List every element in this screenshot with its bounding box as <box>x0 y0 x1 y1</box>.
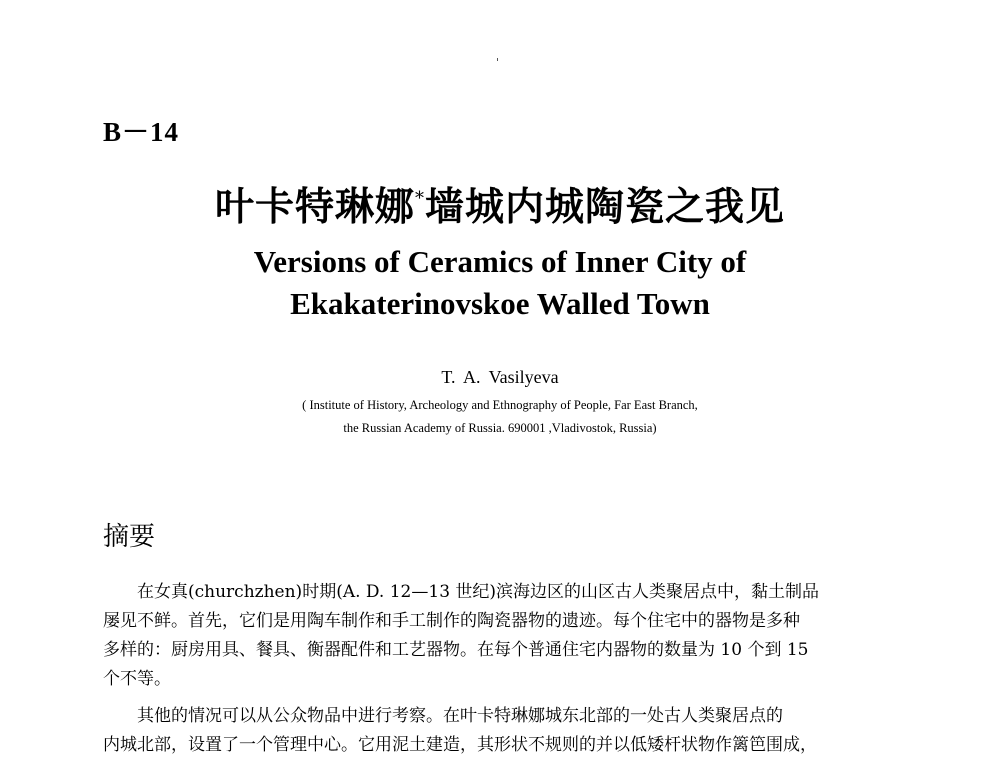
abstract-heading: 摘要 <box>103 522 156 552</box>
paragraph-line: 在女真(churchzhen)时期(A. D. 12—13 世纪)滨海边区的山区古人类聚居点中，黏土制品 <box>137 582 820 602</box>
abstract-paragraph-2 <box>103 702 903 760</box>
affiliation-line-2: the Russian Academy of Russia. 690001 ,Vladivostok, Russia) <box>343 421 657 435</box>
page-mark <box>497 58 498 61</box>
chinese-title <box>0 176 1000 232</box>
chinese-title-part2: 墙城内城陶瓷之我见 <box>425 184 786 230</box>
paper-code: B－14 <box>103 117 180 147</box>
paragraph-line: 内城北部，设置了一个管理中心。它用泥土建造，其形状不规则的并以低矮杆状物作篱笆围成， <box>103 735 817 755</box>
abstract-paragraph-1 <box>103 578 903 694</box>
paragraph-line: 多样的：厨房用具、餐具、衡器配件和工艺器物。在每个普通住宅内器物的数量为 10 个到 15 <box>103 640 809 660</box>
affiliation-line-1: ( Institute of History, Archeology and Ethnography of People, Far East Branch, <box>302 398 698 412</box>
english-title-line-2: Ekakaterinovskoe Walled Town <box>290 286 710 321</box>
chinese-title-part1: 叶卡特琳娜 <box>214 184 415 230</box>
english-title-line-1: Versions of Ceramics of Inner City of <box>253 244 747 279</box>
author-name: T. A. Vasilyeva <box>441 367 559 387</box>
paragraph-line: 个不等。 <box>103 669 171 689</box>
paragraph-line: 屡见不鲜。首先，它们是用陶车制作和手工制作的陶瓷器物的遗迹。每个住宅中的器物是多种 <box>103 611 800 631</box>
footnote-mark: * <box>415 188 425 209</box>
paragraph-line: 其他的情况可以从公众物品中进行考察。在叶卡特琳娜城东北部的一处古人类聚居点的 <box>137 706 783 726</box>
